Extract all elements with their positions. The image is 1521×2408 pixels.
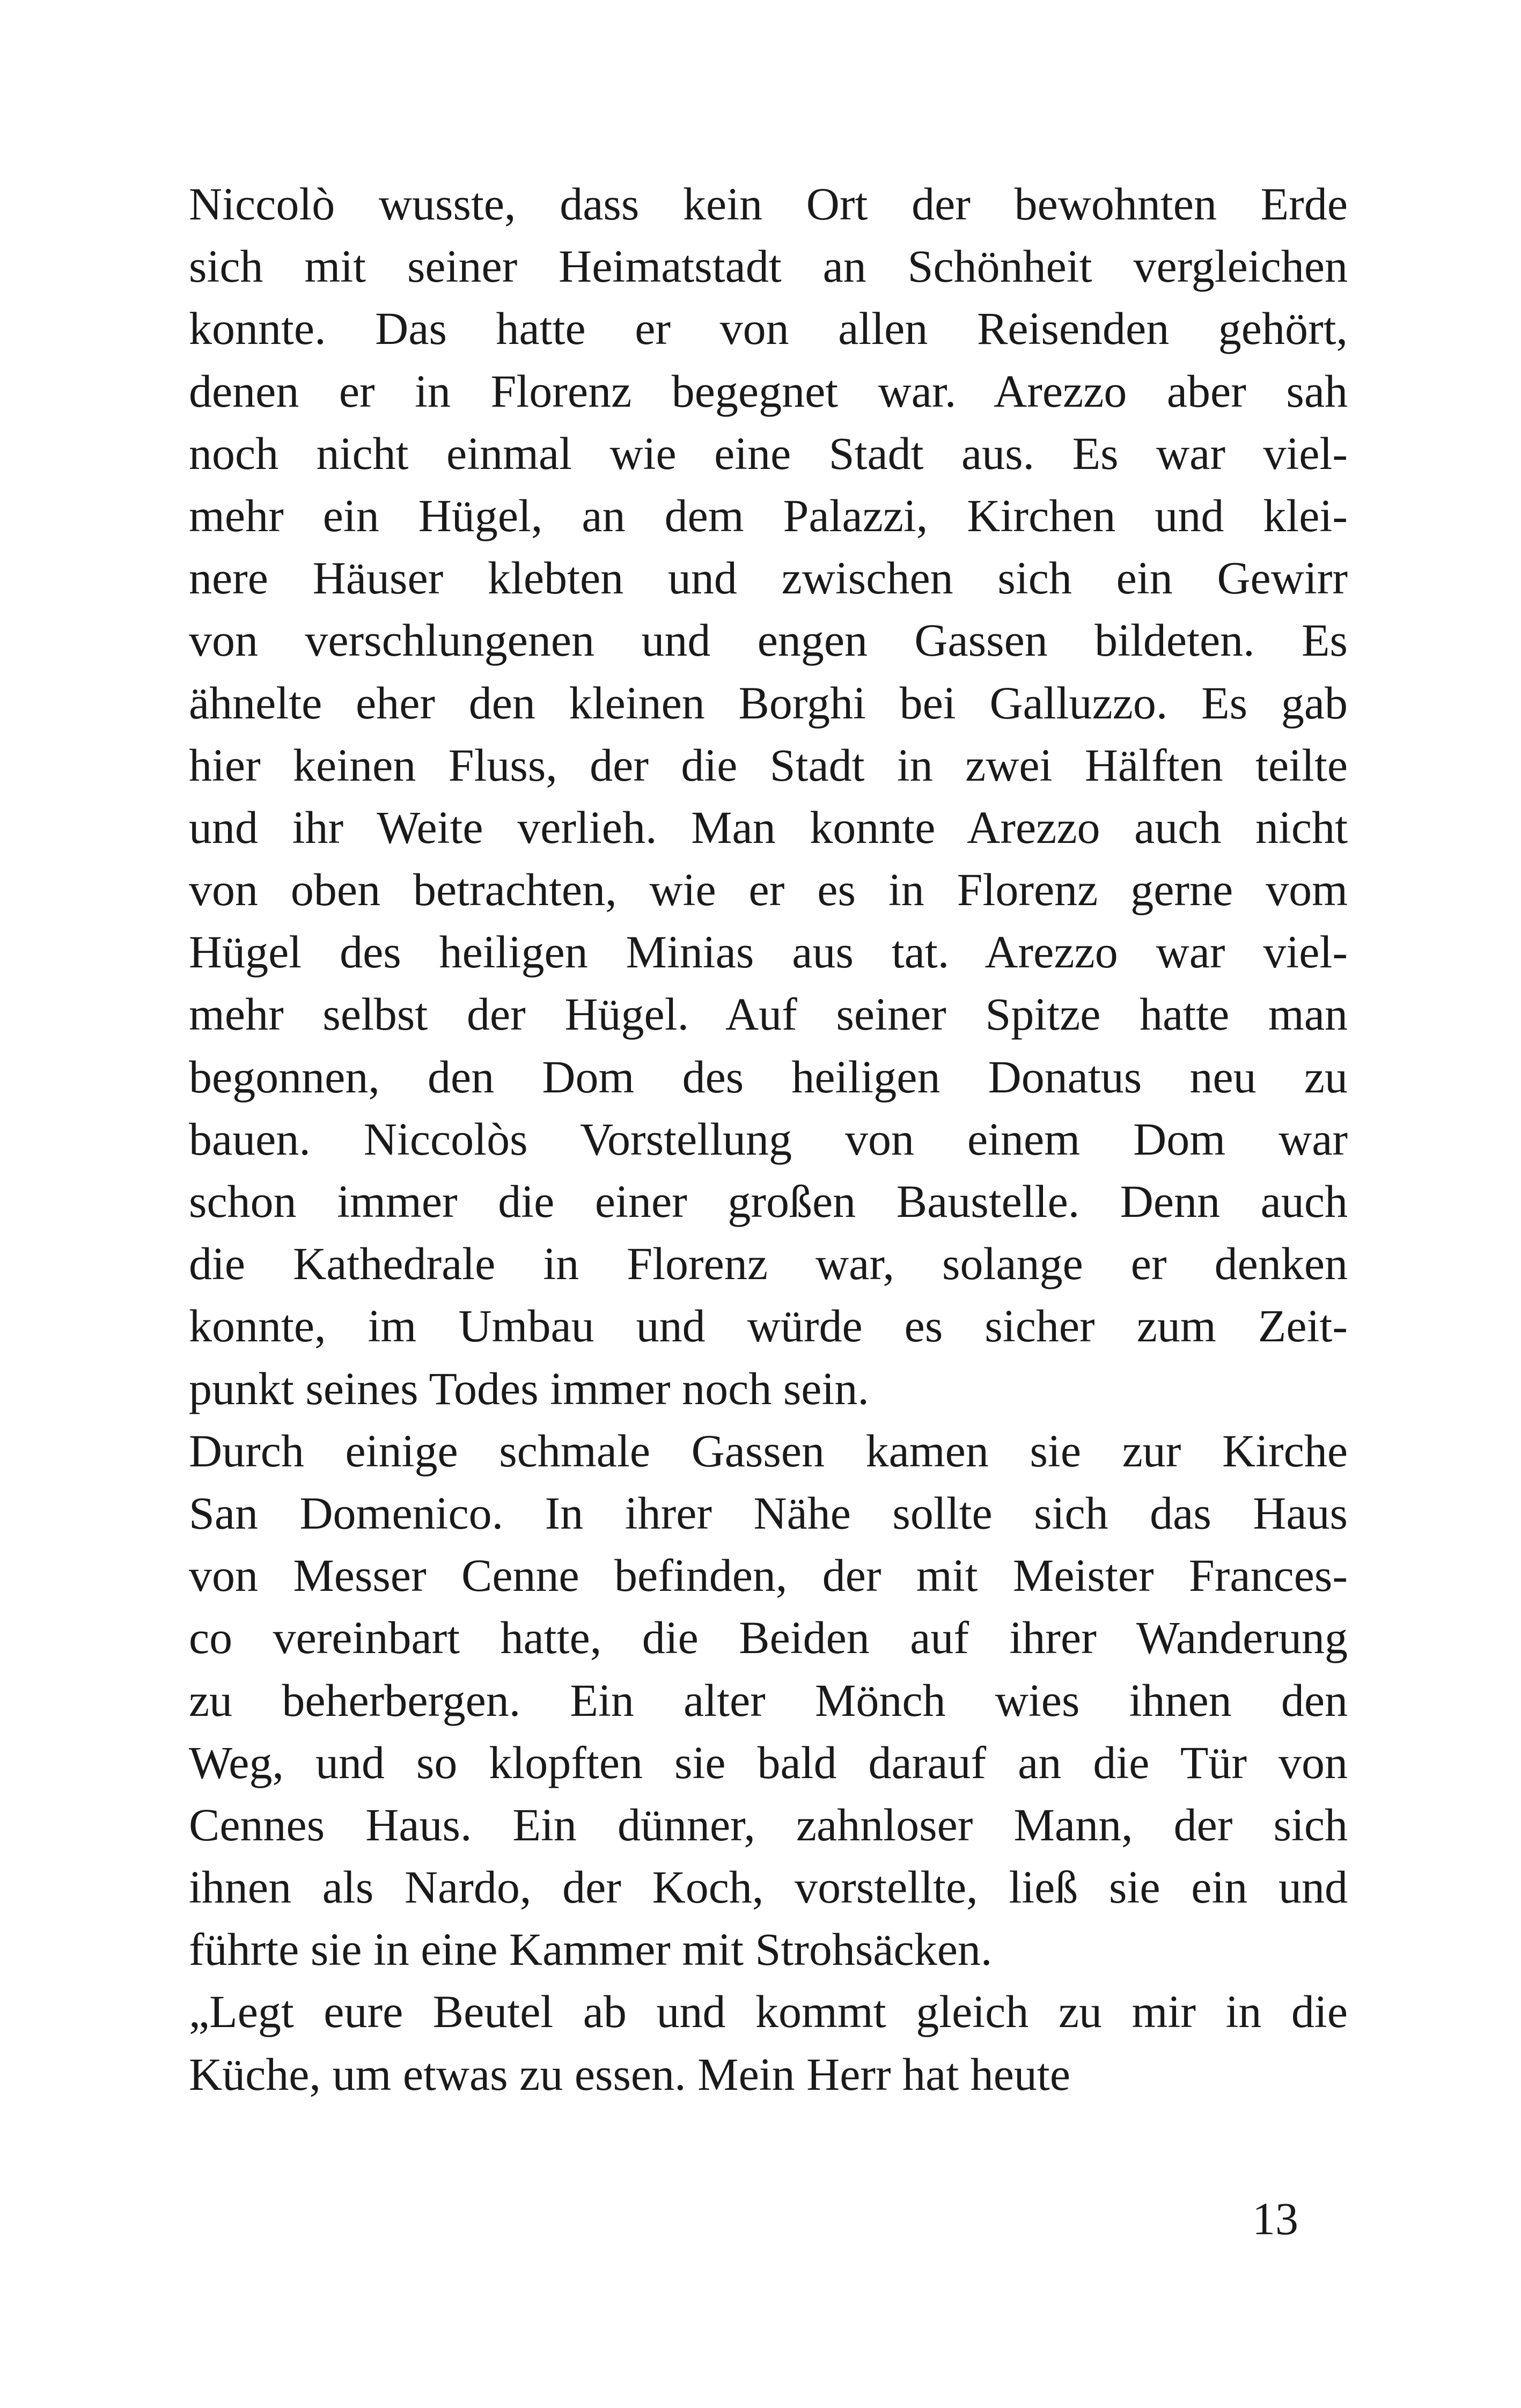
text-line: schon immer die einer großen Baustelle. Denn auch [189,1176,1348,1227]
text-line: mehr selbst der Hügel. Auf seiner Spitze hatte man [189,988,1348,1040]
text-line: nere Häuser klebten und zwischen sich ein Gewirr [189,552,1348,604]
body-text [189,173,1348,2105]
text-line: denen er in Florenz begegnet war. Arezzo aber sah [189,365,1348,417]
text-line: Durch einige schmale Gassen kamen sie zur Kirche [189,1425,1348,1477]
text-line: bauen. Niccolòs Vorstellung von einem Dom war [189,1113,1348,1165]
text-line: von verschlungenen und engen Gassen bildeten. Es [189,614,1348,666]
text-line: führte sie in eine Kammer mit Strohsäcken. [189,1924,993,1976]
text-line: Küche, um etwas zu essen. Mein Herr hat heute [189,2048,1070,2100]
text-line: „Legt eure Beutel ab und kommt gleich zu mir in die [189,1986,1348,2038]
text-line: Niccolò wusste, dass kein Ort der bewohnten Erde [189,178,1348,230]
text-line: zu beherbergen. Ein alter Mönch wies ihnen den [189,1674,1348,1726]
text-line: mehr ein Hügel, an dem Palazzi, Kirchen und klei- [189,489,1348,541]
text-line: co vereinbart hatte, die Beiden auf ihrer Wanderung [189,1612,1348,1664]
text-line: die Kathedrale in Florenz war, solange er denken [189,1238,1348,1290]
text-line: von Messer Cenne befinden, der mit Meister Frances- [189,1550,1348,1602]
text-line: von oben betrachten, wie er es in Florenz gerne vom [189,864,1348,916]
text-line: und ihr Weite verlieh. Man konnte Arezzo auch nicht [189,801,1348,853]
text-line: noch nicht einmal wie eine Stadt aus. Es war viel- [189,427,1348,479]
text-line: ähnelte eher den kleinen Borghi bei Galluzzo. Es gab [189,677,1348,729]
text-line: konnte, im Umbau und würde es sicher zum Zeit- [189,1300,1348,1352]
text-line: begonnen, den Dom des heiligen Donatus neu zu [189,1051,1348,1103]
text-line: ihnen als Nardo, der Koch, vorstellte, ließ sie ein und [189,1861,1348,1913]
text-line: San Domenico. In ihrer Nähe sollte sich das Haus [189,1487,1348,1539]
text-line: sich mit seiner Heimatstadt an Schönheit vergleichen [189,240,1348,292]
text-line: hier keinen Fluss, der die Stadt in zwei Hälften teilte [189,739,1348,791]
text-line: Hügel des heiligen Minias aus tat. Arezzo war viel- [189,926,1348,978]
text-line: Cennes Haus. Ein dünner, zahnloser Mann, der sich [189,1798,1348,1851]
text-line: Weg, und so klopften sie bald darauf an die Tür von [189,1736,1348,1788]
text-line: punkt seines Todes immer noch sein. [189,1362,869,1414]
text-line: konnte. Das hatte er von allen Reisenden gehört, [189,303,1348,355]
page-number: 13 [1252,2193,1298,2244]
